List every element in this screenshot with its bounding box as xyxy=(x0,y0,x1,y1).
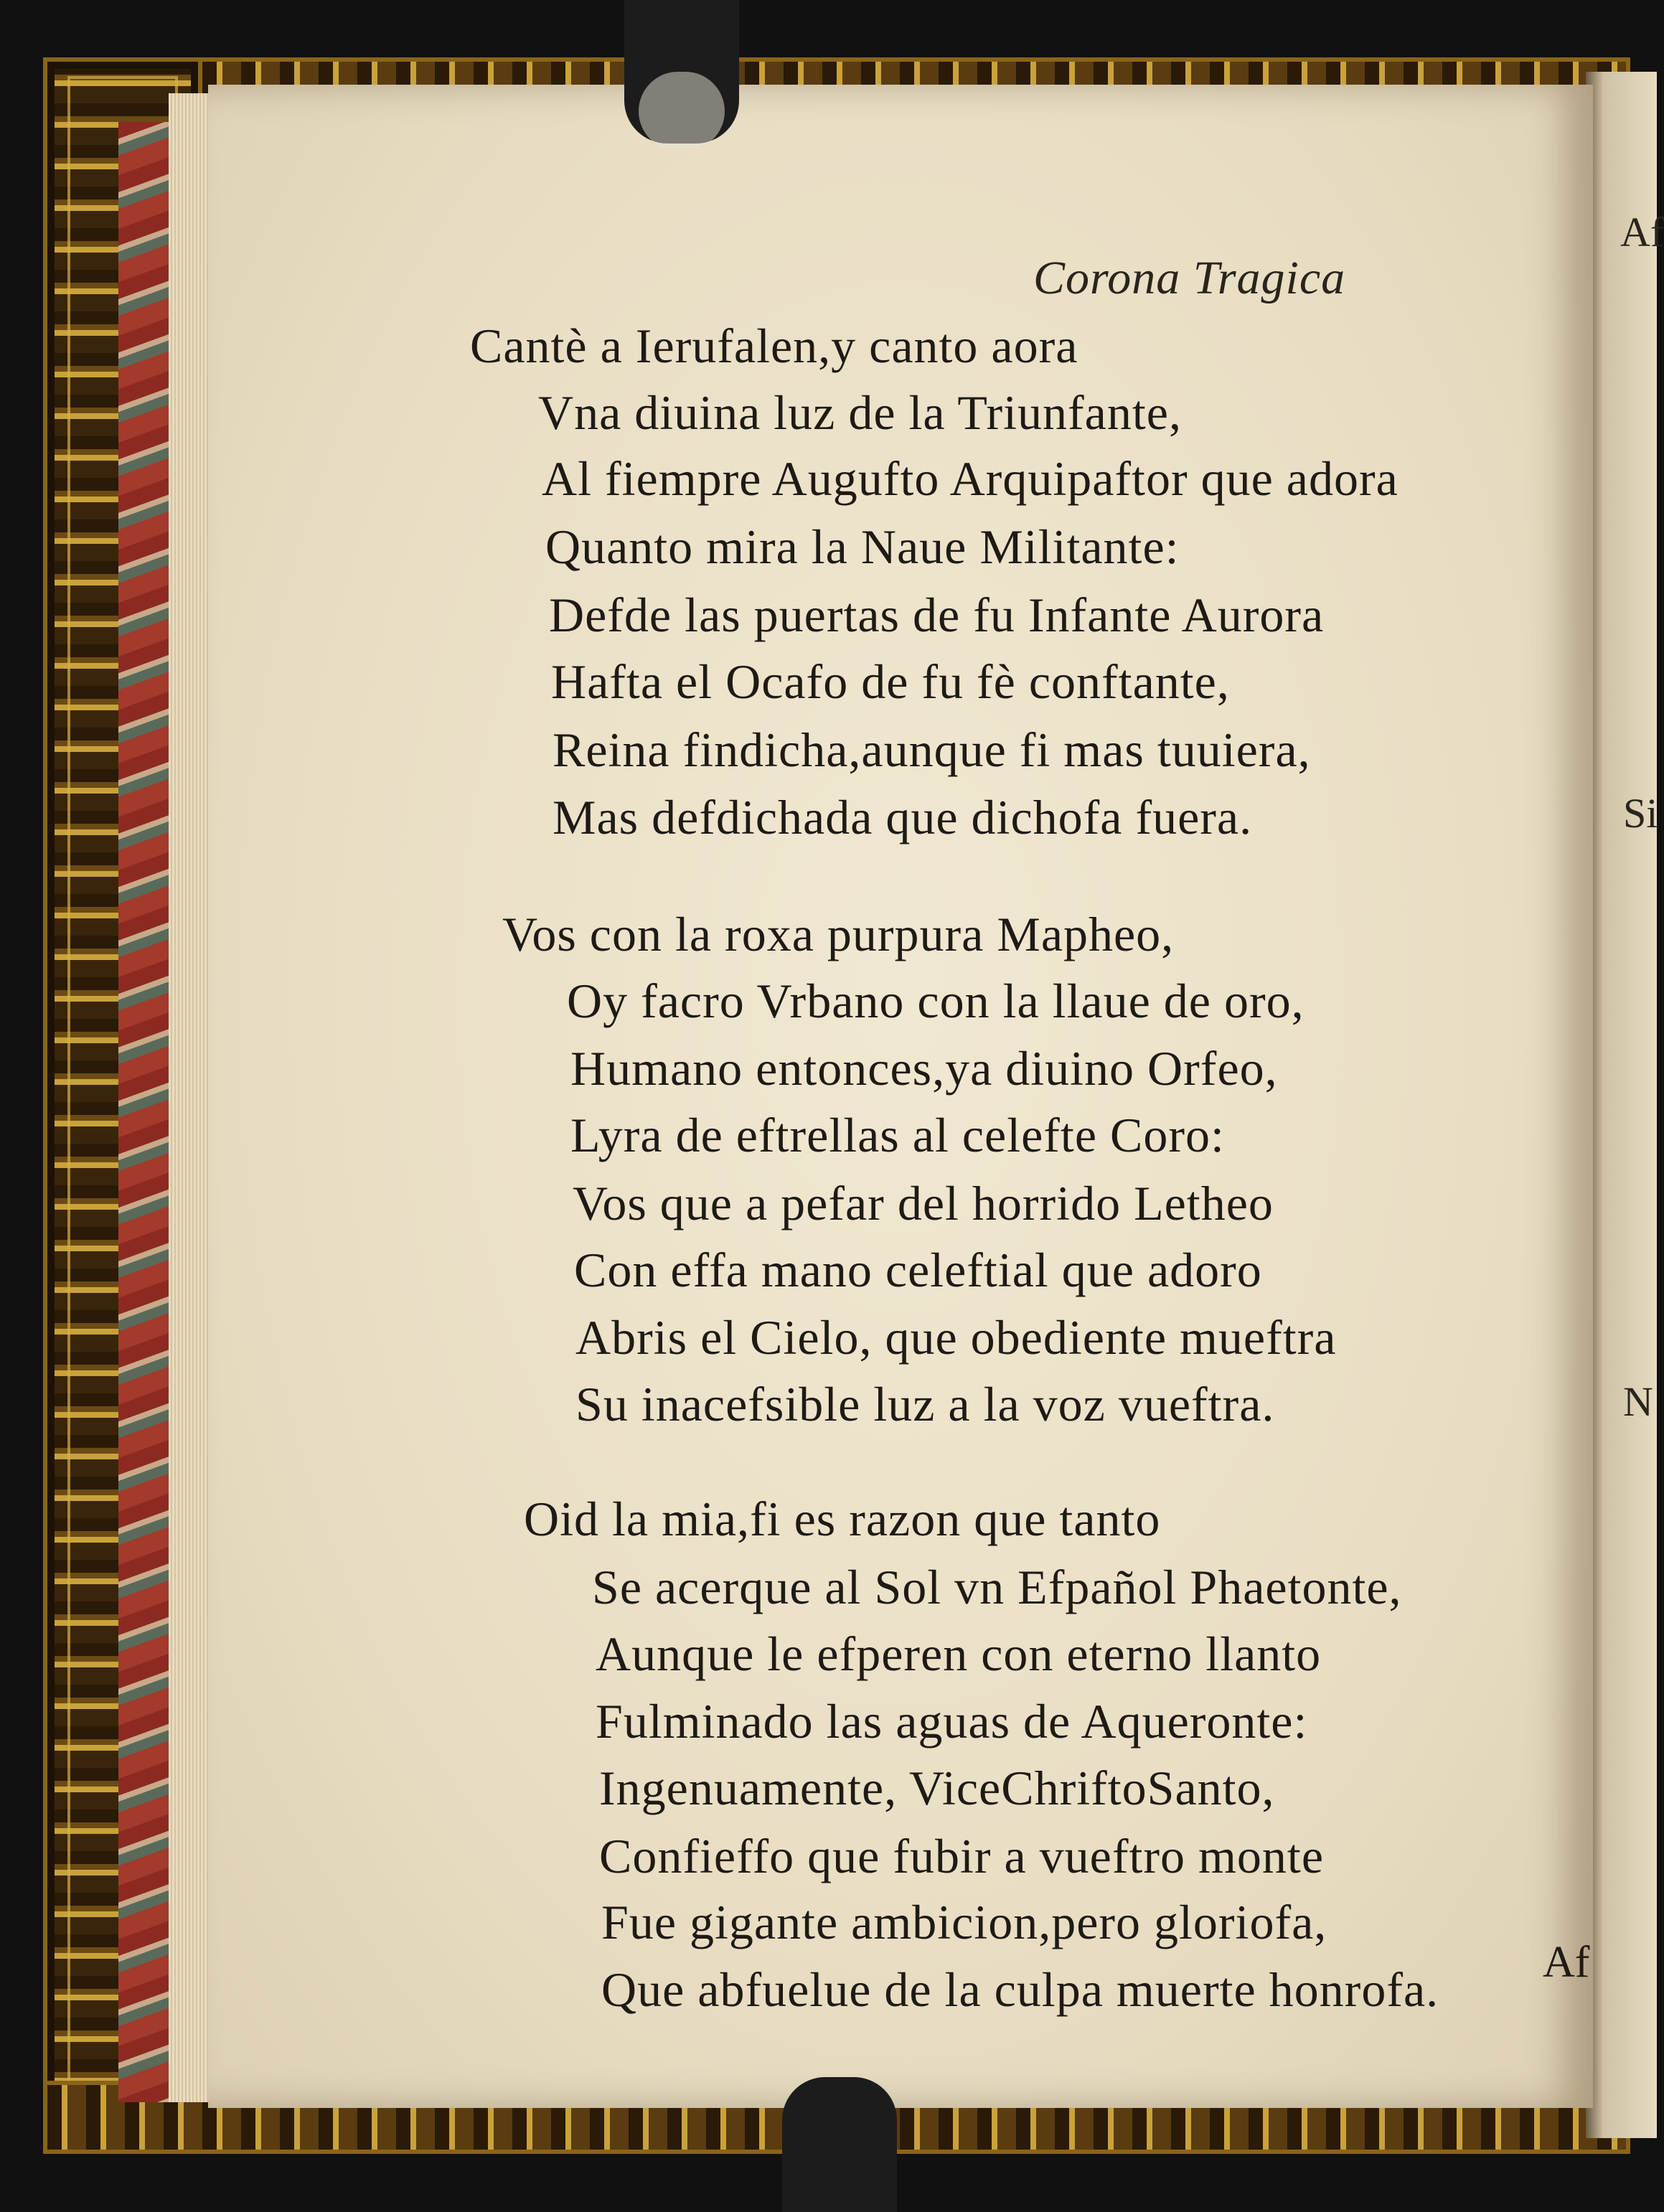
page-clip-bottom xyxy=(782,2077,897,2212)
verse-line: Aunque le efperen con eterno llanto xyxy=(596,1627,1322,1681)
running-header: Corona Tragica xyxy=(1033,252,1346,304)
verse-line: Vna diuina luz de la Triunfante, xyxy=(538,385,1182,440)
facing-page-fragment: N xyxy=(1623,1378,1653,1425)
verse-line: Hafta el Ocafo de fu fè conftante, xyxy=(551,654,1230,709)
verse-line: Confieffo que fubir a vueftro monte xyxy=(599,1829,1325,1883)
verse-line: Defde las puertas de fu Infante Aurora xyxy=(549,588,1325,642)
verse-line: Se acerque al Sol vn Efpañol Phaetonte, xyxy=(592,1560,1402,1614)
verse-line: Quanto mira la Naue Militante: xyxy=(545,519,1180,574)
verse-line: Humano entonces,ya diuino Orfeo, xyxy=(570,1041,1278,1096)
verse-line: Ingenuamente, ViceChriftoSanto, xyxy=(599,1761,1275,1815)
verse-line: Cantè a Ierufalen,y canto aora xyxy=(470,319,1078,373)
catchword: Af xyxy=(1543,1938,1590,1987)
verse-line: Mas defdichada que dichofa fuera. xyxy=(553,790,1253,844)
facing-page-edge xyxy=(1586,72,1657,2138)
verse-line: Que abfuelue de la culpa muerte honrofa. xyxy=(601,1962,1439,2017)
verse-line: Reina findicha,aunque fi mas tuuiera, xyxy=(553,723,1311,777)
page-edges xyxy=(169,93,212,2102)
facing-page-fragment: Af xyxy=(1620,209,1664,255)
verse-line: Oy facro Vrbano con la llaue de oro, xyxy=(567,974,1305,1028)
verse-line: Lyra de eftrellas al celefte Coro: xyxy=(570,1108,1225,1162)
page-clip-top xyxy=(624,0,739,143)
verse-line: Abris el Cielo, que obediente mueftra xyxy=(575,1310,1337,1365)
verse-line: Al fiempre Augufto Arquipaftor que adora xyxy=(542,451,1399,506)
verse-line: Con effa mano celeftial que adoro xyxy=(574,1243,1262,1297)
verse-line: Oid la mia,fi es razon que tanto xyxy=(524,1492,1161,1546)
verse-line: Fue gigante ambicion,pero gloriofa, xyxy=(601,1895,1327,1949)
verse-line: Su inacefsible luz a la voz vueftra. xyxy=(575,1377,1275,1431)
verse-line: Fulminado las aguas de Aqueronte: xyxy=(596,1694,1308,1749)
verse-line: Vos que a pefar del horrido Letheo xyxy=(573,1176,1274,1230)
book-page xyxy=(208,85,1593,2108)
facing-page-fragment: Si xyxy=(1623,790,1658,837)
verse-line: Vos con la roxa purpura Mapheo, xyxy=(502,907,1175,961)
marbled-edge xyxy=(118,122,169,2102)
